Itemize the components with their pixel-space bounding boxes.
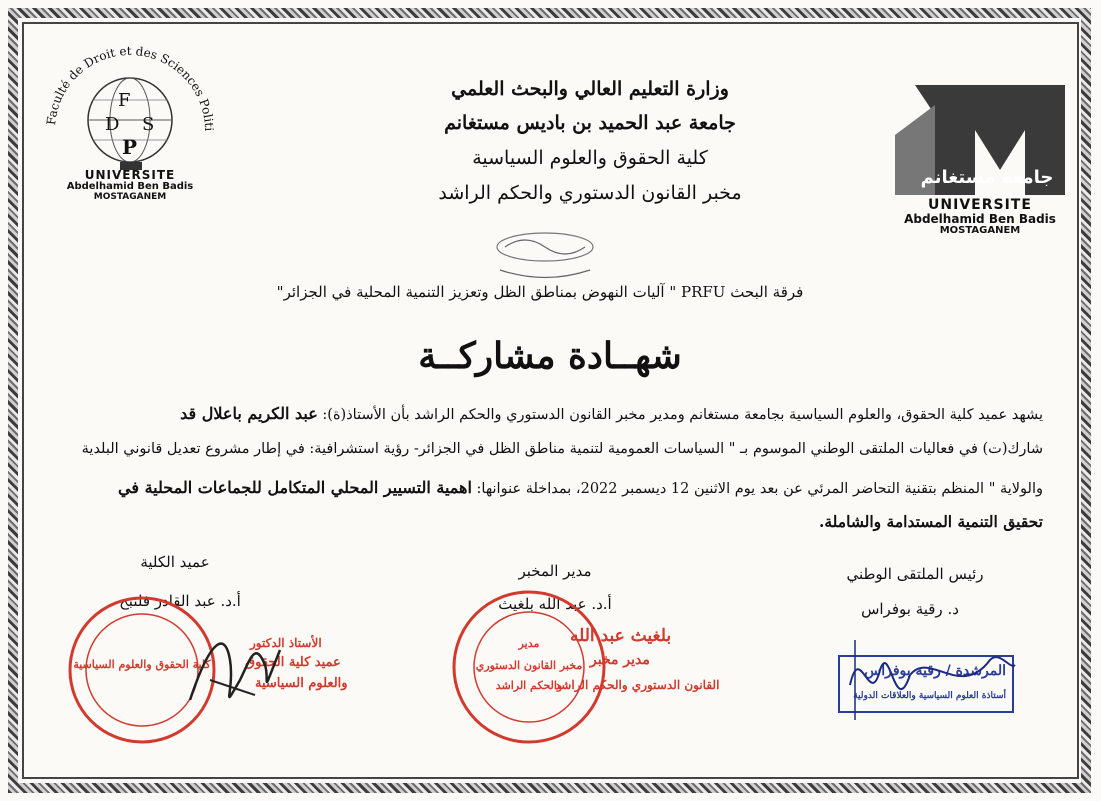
logo-letter-p: P	[122, 135, 138, 159]
participant-name: عبد الكريم باعلال قد	[180, 404, 318, 423]
body-line-4: تحقيق التنمية المستدامة والشاملة.	[818, 512, 1043, 531]
president-stamp-line2: أستاذة العلوم السياسية والعلاقات الدولية	[853, 691, 1006, 701]
lab-stamp-line2: مخبر القانون الدستوري	[475, 659, 583, 672]
body-line-3	[43, 478, 1043, 497]
right-univ-line3: MOSTAGANEM	[939, 225, 1021, 236]
lab-stamp-line3: والحكم الراشد	[495, 679, 563, 692]
svg-text:Faculté de Droit et des Scienc	[30, 20, 216, 131]
logo-letter-f: F	[118, 90, 131, 111]
faculty-logo	[30, 20, 225, 205]
left-univ-line2: Abdelhamid Ben Badis	[66, 181, 194, 192]
lab-stamp-line1: مدير	[518, 637, 540, 650]
dean-stamp-note3: والعلوم السياسية	[255, 676, 348, 691]
president-signature-icon	[840, 630, 1020, 730]
ornament-icon	[490, 225, 600, 285]
lab-stamp-note1: بلغيث عبد الله	[570, 626, 672, 646]
ministry-line: وزارة التعليم العالي والبحث العلمي	[451, 78, 729, 100]
center-seal	[490, 225, 600, 285]
logo-mark-text: جامعة مستغانم	[920, 167, 1054, 188]
right-univ-line1: UNIVERSITE	[928, 197, 1032, 213]
lab-stamp-note3: القانون الدستوري والحكم الراشد	[555, 678, 720, 692]
dean-signature-icon	[180, 620, 290, 720]
president-name: د. رقية بوفراس	[861, 600, 959, 618]
dean-name: أ.د. عبد القادر فلنبح	[119, 592, 241, 610]
intervention-title: اهمية التسيير المحلي المتكامل للجماعات المحلية في	[118, 478, 472, 497]
lab-stamp	[447, 585, 612, 750]
university-line: جامعة عبد الحميد بن باديس مستغانم	[444, 112, 736, 134]
logo-letter-s: S	[142, 114, 155, 135]
university-logo	[875, 75, 1085, 235]
dean-stamp-note2: عميد كلية الحقوق	[245, 655, 341, 670]
logo-ring-text: Faculté de Droit et des Sciences Politi	[44, 43, 217, 132]
dean-title: عميد الكلية	[140, 553, 210, 571]
body-line3-prefix: والولاية " المنظم بتقنية التحاضر المرئي عن بعد يوم الاثنين 12 ديسمبر 2022، بمداخلة عنوانها:	[471, 481, 1043, 497]
left-univ-line3: MOSTAGANEM	[93, 192, 167, 202]
lab-line: مخبر القانون الدستوري والحكم الراشد	[438, 182, 742, 204]
dean-stamp-note1: الأستاذ الدكتور	[250, 636, 322, 650]
lab-director-name: أ.د. عبد الله بلغيث	[498, 595, 612, 613]
body-line-2: شارك(ت) في فعاليات الملتقى الوطني الموسوم بـ " السياسات العمومية لتنمية مناطق الظل في الجزائر- رؤية استشرافية: في إطار مشروع تعديل قانوني البلدية	[81, 441, 1043, 457]
lab-seal-icon	[447, 585, 612, 750]
left-univ-line1: UNIVERSITE	[84, 168, 176, 182]
president-stamp-line1: المرشدة / رقية بوفراس	[864, 663, 1006, 679]
body-line-1	[43, 404, 1043, 423]
dean-stamp-center-text: كلية الحقوق والعلوم السياسية	[73, 658, 211, 671]
faculty-line: كلية الحقوق والعلوم السياسية	[472, 147, 708, 169]
logo-letter-d: D	[105, 114, 120, 135]
lab-stamp-note2: مدير مخبر	[590, 652, 650, 668]
research-team-line: فرقة البحث PRFU " آليات النهوض بمناطق الظل وتعزيز التنمية المحلية في الجزائر"	[276, 283, 804, 301]
president-title: رئيس الملتقى الوطني	[846, 565, 984, 583]
university-mark-icon	[875, 75, 1085, 200]
certificate-title: شهــادة مشاركــة	[418, 335, 682, 377]
body-line1-prefix: يشهد عميد كلية الحقوق، والعلوم السياسية بجامعة مستغانم ومدير مخبر القانون الدستوري والحكم الراشد بأن الأستاذ(ة):	[317, 407, 1043, 423]
lab-director-title: مدير المخبر	[518, 562, 592, 580]
right-univ-line2: Abdelhamid Ben Badis	[904, 212, 1056, 226]
